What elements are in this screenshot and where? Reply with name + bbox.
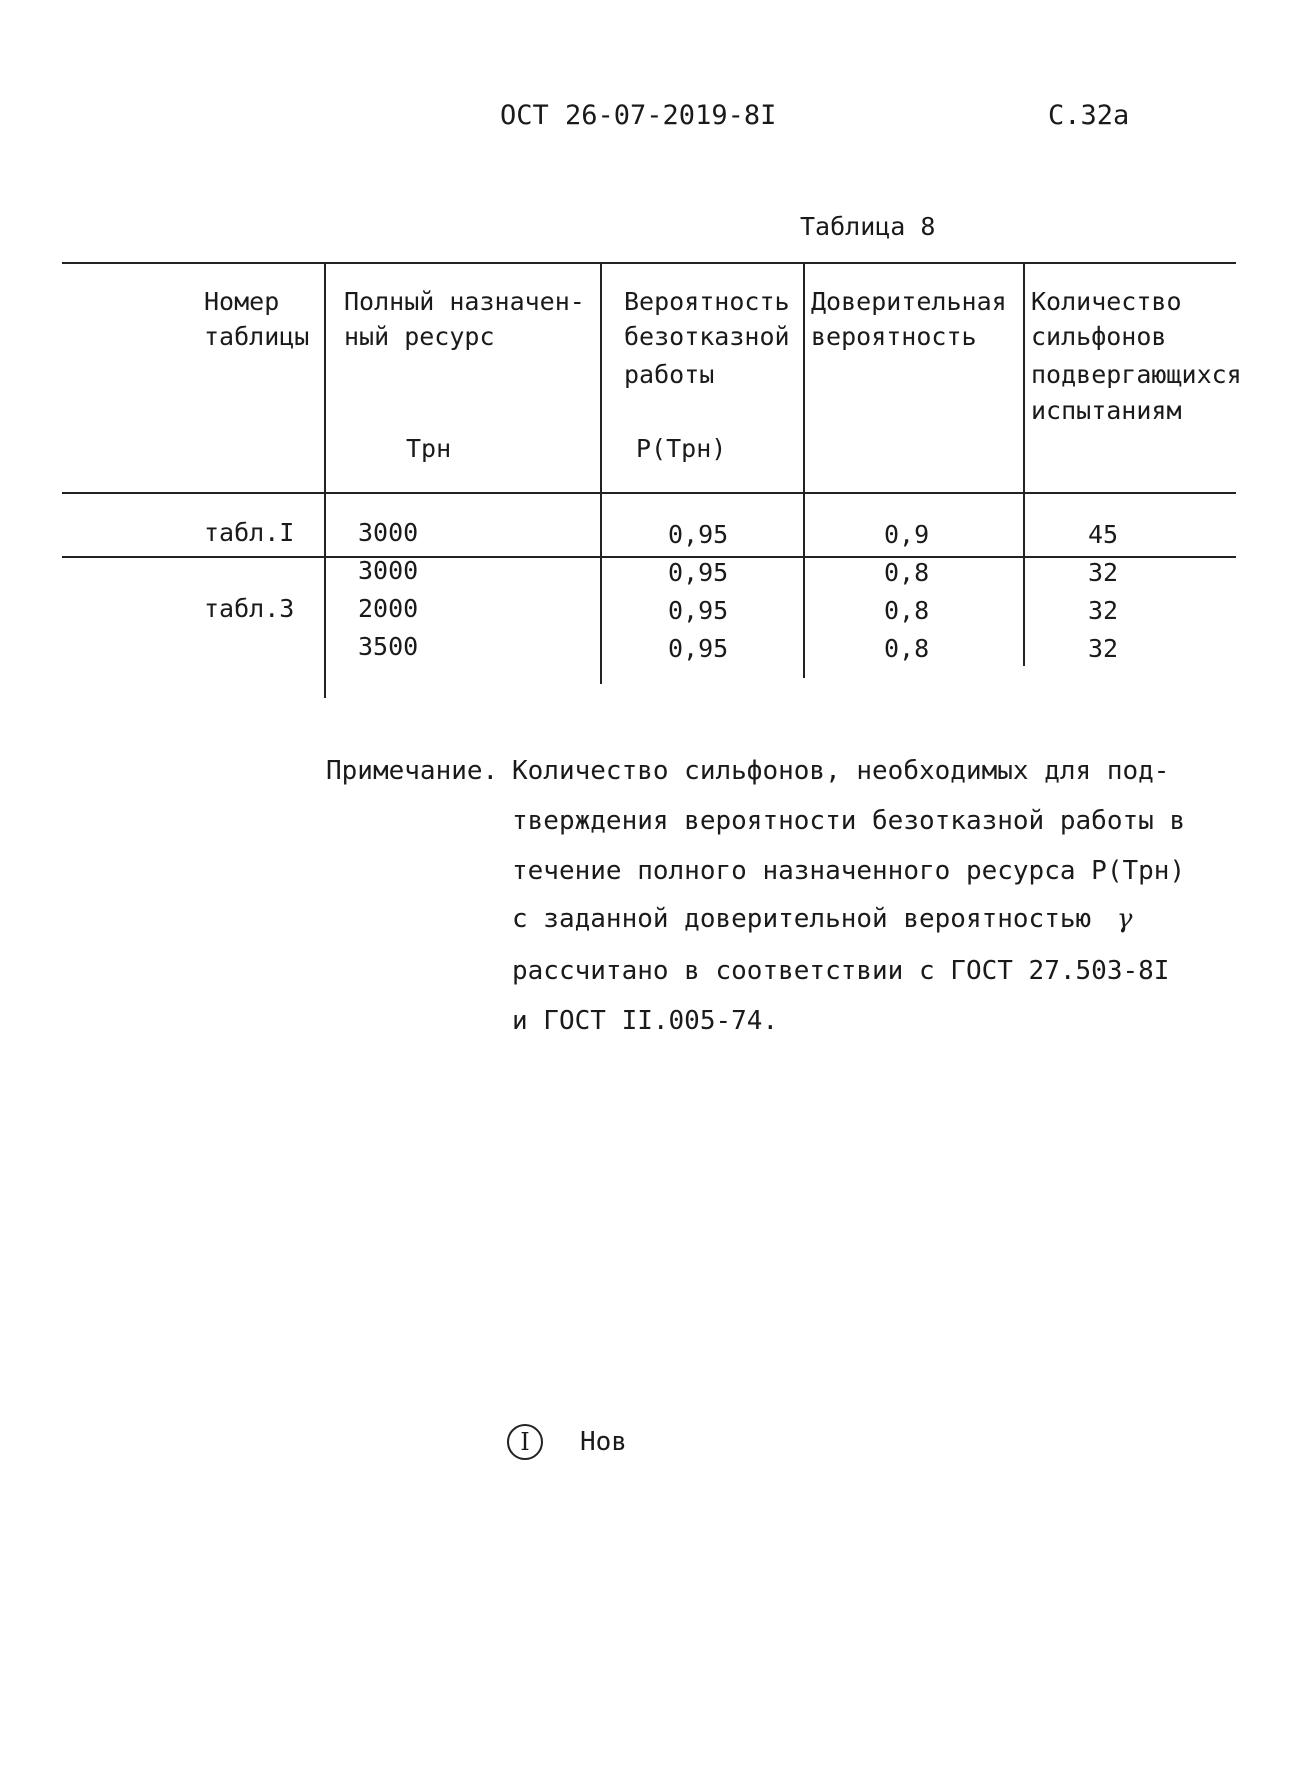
col-divider-3 xyxy=(803,262,805,678)
cell-probability: 0,95 xyxy=(668,520,729,549)
header-col4-line2: вероятность xyxy=(811,322,977,351)
header-bottom-rule xyxy=(62,492,1236,494)
cell-count: 32 xyxy=(1088,634,1119,663)
table-title: Таблица 8 xyxy=(800,212,936,241)
header-col3-symbol: Р(Трн) xyxy=(636,434,727,463)
header-col4-line1: Доверительная xyxy=(811,287,1007,316)
col-divider-1 xyxy=(324,262,326,698)
cell-count: 32 xyxy=(1088,558,1119,587)
cell-count: 45 xyxy=(1088,520,1119,549)
header-col5-line4: испытаниям xyxy=(1031,396,1182,425)
table-top-rule xyxy=(62,262,1236,264)
header-col3-line1: Вероятность xyxy=(624,287,790,316)
note-line-4 xyxy=(512,904,1132,934)
header-col5-line3: подвергающихся xyxy=(1031,360,1242,389)
cell-confidence: 0,8 xyxy=(884,634,930,663)
header-col2-line1: Полный назначен- xyxy=(344,287,585,316)
group-label: табл.I xyxy=(204,518,295,547)
header-col1-line1: Номер xyxy=(204,287,280,316)
note-label: Примечание. xyxy=(326,756,499,786)
page-number: С.32а xyxy=(1048,100,1130,131)
note-line-6: и ГОСТ II.005-74. xyxy=(512,1006,779,1036)
cell-confidence: 0,8 xyxy=(884,596,930,625)
note-line-3: течение полного назначенного ресурса Р(Трн) xyxy=(512,856,1186,886)
col-divider-2 xyxy=(600,262,602,684)
note-line-5: рассчитано в соответствии с ГОСТ 27.503-8I xyxy=(512,956,1170,986)
note-line-2: тверждения вероятности безотказной работы в xyxy=(512,806,1186,836)
header-col5-line1: Количество xyxy=(1031,287,1182,316)
cell-resource: 2000 xyxy=(358,594,419,623)
header-col5-line2: сильфонов xyxy=(1031,322,1167,351)
note-line-1: Количество сильфонов, необходимых для под- xyxy=(512,756,1170,786)
col-divider-4 xyxy=(1023,262,1025,666)
cell-probability: 0,95 xyxy=(668,634,729,663)
cell-probability: 0,95 xyxy=(668,596,729,625)
gamma-symbol: γ xyxy=(1116,904,1133,934)
document-code: ОСТ 26-07-2019-8I xyxy=(500,100,777,131)
cell-resource: 3000 xyxy=(358,556,419,585)
header-col2-symbol: Трн xyxy=(406,434,452,463)
cell-confidence: 0,8 xyxy=(884,558,930,587)
header-col2-line2: ный ресурс xyxy=(344,322,495,351)
header-col3-line2: безотказной xyxy=(624,322,790,351)
note-line-4-text: с заданной доверительной вероятностью xyxy=(512,904,1092,934)
change-number: I xyxy=(520,1428,530,1456)
cell-resource: 3000 xyxy=(358,518,419,547)
header-col3-line3: работы xyxy=(624,360,715,389)
cell-count: 32 xyxy=(1088,596,1119,625)
cell-probability: 0,95 xyxy=(668,558,729,587)
header-col1-line2: таблицы xyxy=(204,322,310,351)
cell-resource: 3500 xyxy=(358,632,419,661)
group-label: табл.3 xyxy=(204,594,295,623)
group-divider-rule xyxy=(62,556,1236,558)
cell-confidence: 0,9 xyxy=(884,520,930,549)
change-label: Нов xyxy=(580,1427,627,1457)
change-number-circle xyxy=(507,1424,543,1460)
